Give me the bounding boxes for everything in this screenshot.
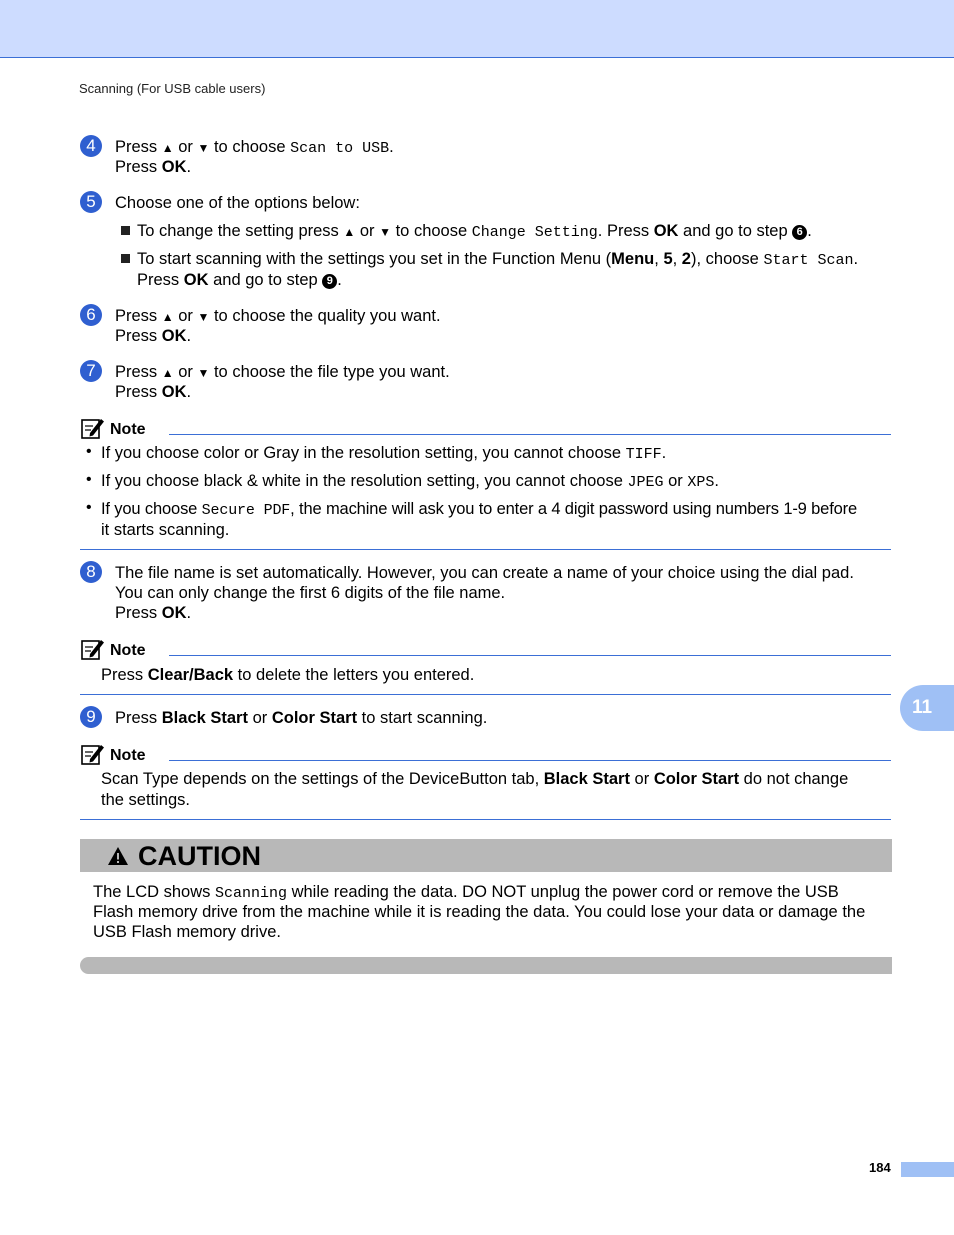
press-text: Press <box>115 307 162 325</box>
option2-choose: ), choose <box>690 250 764 268</box>
step6-rest: to choose the quality you want. <box>209 307 441 325</box>
bullet-square-icon <box>121 254 130 263</box>
step-number-7: 7 <box>80 360 102 382</box>
caution-pre: The LCD shows <box>93 883 215 901</box>
lcd-value-secure-pdf: Secure PDF <box>201 502 291 519</box>
down-arrow-icon: ▼ <box>197 141 210 155</box>
step7-rest: to choose the file type you want. <box>209 363 450 381</box>
comma: , <box>654 250 664 268</box>
step-number-9: 9 <box>80 706 102 728</box>
ok-key: OK <box>161 604 187 622</box>
bullet-dot: • <box>86 499 92 516</box>
note-rule <box>169 434 891 435</box>
step-number-4: 4 <box>80 135 102 157</box>
step5-text: Choose one of the options below: <box>115 194 360 212</box>
press-text: Press <box>115 709 162 727</box>
note1-item3-line1 <box>101 499 857 521</box>
note1-item1 <box>101 443 666 465</box>
period: . <box>853 250 859 268</box>
note1-item3-line2: it starts scanning. <box>101 521 230 539</box>
caution-post: while reading the data. DO NOT unplug the power cord or remove the USB <box>286 883 839 901</box>
note3-line1 <box>101 769 848 789</box>
ok-key: OK <box>161 158 187 176</box>
press-text: Press <box>115 327 162 345</box>
comma: , <box>672 250 682 268</box>
note3-line2: the settings. <box>101 791 190 809</box>
step8-line2: You can only change the first 6 digits of the file name. <box>115 584 506 602</box>
bullet-square-icon <box>121 226 130 235</box>
caution-title: CAUTION <box>138 841 261 871</box>
lcd-option-change-setting: Change Setting <box>471 224 598 241</box>
option1-press: . Press <box>597 222 654 240</box>
note1-item1-text: If you choose color or Gray in the resolution setting, you cannot choose <box>101 444 626 462</box>
page-number: 184 <box>869 1160 891 1175</box>
period: . <box>389 138 394 156</box>
step7-line1 <box>115 362 450 383</box>
period: . <box>186 604 192 622</box>
to-choose-text: to choose <box>209 138 291 156</box>
step8-line3 <box>115 603 191 623</box>
step6-line1 <box>115 306 441 327</box>
warning-triangle-icon <box>107 846 129 866</box>
or-text: or <box>173 363 198 381</box>
option1-go: and go to step <box>678 222 793 240</box>
step9-text <box>115 708 487 728</box>
lcd-option-scan-to-usb: Scan to USB <box>290 140 390 157</box>
or-text: or <box>355 222 380 240</box>
step-ref-6[interactable]: 6 <box>792 225 807 240</box>
up-arrow-icon: ▲ <box>161 141 174 155</box>
period: . <box>714 472 719 490</box>
caution-line1 <box>93 882 839 904</box>
step6-line2 <box>115 326 191 346</box>
note-end-rule <box>80 549 891 550</box>
caution-line2: Flash memory drive from the machine while it is reading the data. You could lose your data or damage the <box>93 903 866 921</box>
step4-line1 <box>115 137 394 159</box>
down-arrow-icon: ▼ <box>197 310 210 324</box>
or-text: or <box>173 138 198 156</box>
note-label: Note <box>110 421 146 438</box>
note1-item3-rest: , the machine will ask you to enter a 4 digit password using numbers 1-9 before <box>290 500 858 518</box>
step-number-5: 5 <box>80 191 102 213</box>
press-text: Press <box>115 604 162 622</box>
note1-item3-pre: If you choose <box>101 500 202 518</box>
step4-line2 <box>115 157 191 177</box>
ok-key: OK <box>161 327 187 345</box>
step7-line2 <box>115 382 191 402</box>
key-2: 2 <box>681 250 691 268</box>
step5-option2-line1 <box>137 249 858 271</box>
bullet-dot: • <box>86 443 92 460</box>
note-end-rule <box>80 694 891 695</box>
option1-mid: to choose <box>391 222 472 240</box>
option2-pre: To start scanning with the settings you set in the Function Menu ( <box>137 250 612 268</box>
step8-line1: The file name is set automatically. However, you can create a name of your choice using the dial pad. <box>115 564 854 582</box>
top-header-band <box>0 0 954 58</box>
clear-back-key: Clear/Back <box>147 666 234 684</box>
step-ref-9[interactable]: 9 <box>322 274 337 289</box>
period: . <box>337 271 342 289</box>
lcd-option-start-scan: Start Scan <box>763 252 854 269</box>
step-number-6: 6 <box>80 304 102 326</box>
caution-footer-bar <box>80 957 892 974</box>
black-start-key: Black Start <box>543 770 630 788</box>
lcd-value-scanning: Scanning <box>214 885 287 902</box>
period: . <box>186 383 192 401</box>
note-pencil-icon <box>81 637 105 661</box>
option2-go: and go to step <box>208 271 323 289</box>
up-arrow-icon: ▲ <box>161 310 174 324</box>
color-start-key: Color Start <box>271 709 358 727</box>
note1-item2-text: If you choose black & white in the resolution setting, you cannot choose <box>101 472 628 490</box>
period: . <box>186 327 192 345</box>
up-arrow-icon: ▲ <box>161 366 174 380</box>
press-text: Press <box>137 271 184 289</box>
down-arrow-icon: ▼ <box>197 366 210 380</box>
note1-item2 <box>101 471 719 493</box>
note-pencil-icon <box>81 742 105 766</box>
page-number-bar <box>901 1162 954 1177</box>
press-text: Press <box>115 138 162 156</box>
step5-option1 <box>137 221 812 243</box>
menu-key: Menu <box>611 250 655 268</box>
note-rule <box>169 655 891 656</box>
down-arrow-icon: ▼ <box>379 225 392 239</box>
lcd-value-xps: XPS <box>687 474 715 491</box>
step9-rest: to start scanning. <box>357 709 488 727</box>
period: . <box>661 444 667 462</box>
step5-option2-line2 <box>137 270 342 290</box>
lcd-value-tiff: TIFF <box>625 446 662 463</box>
step-number-8: 8 <box>80 561 102 583</box>
ok-key: OK <box>183 271 209 289</box>
or-text: or <box>173 307 198 325</box>
note-pencil-icon <box>81 416 105 440</box>
ok-key: OK <box>653 222 679 240</box>
press-text: Press <box>115 158 162 176</box>
or-text: or <box>247 709 272 727</box>
chapter-tab[interactable]: 11 <box>900 685 954 731</box>
black-start-key: Black Start <box>161 709 248 727</box>
period: . <box>807 222 812 240</box>
note-label: Note <box>110 642 146 659</box>
color-start-key: Color Start <box>653 770 740 788</box>
note3-pre: Scan Type depends on the settings of the DeviceButton tab, <box>101 770 544 788</box>
note3-post: do not change <box>739 770 849 788</box>
or-text: or <box>663 472 688 490</box>
press-text: Press <box>101 666 148 684</box>
or-text: or <box>629 770 654 788</box>
note-end-rule <box>80 819 891 820</box>
caution-line3: USB Flash memory drive. <box>93 923 281 941</box>
bullet-dot: • <box>86 471 92 488</box>
key-5: 5 <box>663 250 673 268</box>
note-label: Note <box>110 747 146 764</box>
note2-rest: to delete the letters you entered. <box>233 666 475 684</box>
press-text: Press <box>115 363 162 381</box>
note2-text <box>101 665 474 685</box>
period: . <box>186 158 192 176</box>
up-arrow-icon: ▲ <box>343 225 356 239</box>
running-header: Scanning (For USB cable users) <box>79 81 266 96</box>
lcd-value-jpeg: JPEG <box>627 474 664 491</box>
ok-key: OK <box>161 383 187 401</box>
option1-pre: To change the setting press <box>137 222 344 240</box>
note-rule <box>169 760 891 761</box>
press-text: Press <box>115 383 162 401</box>
